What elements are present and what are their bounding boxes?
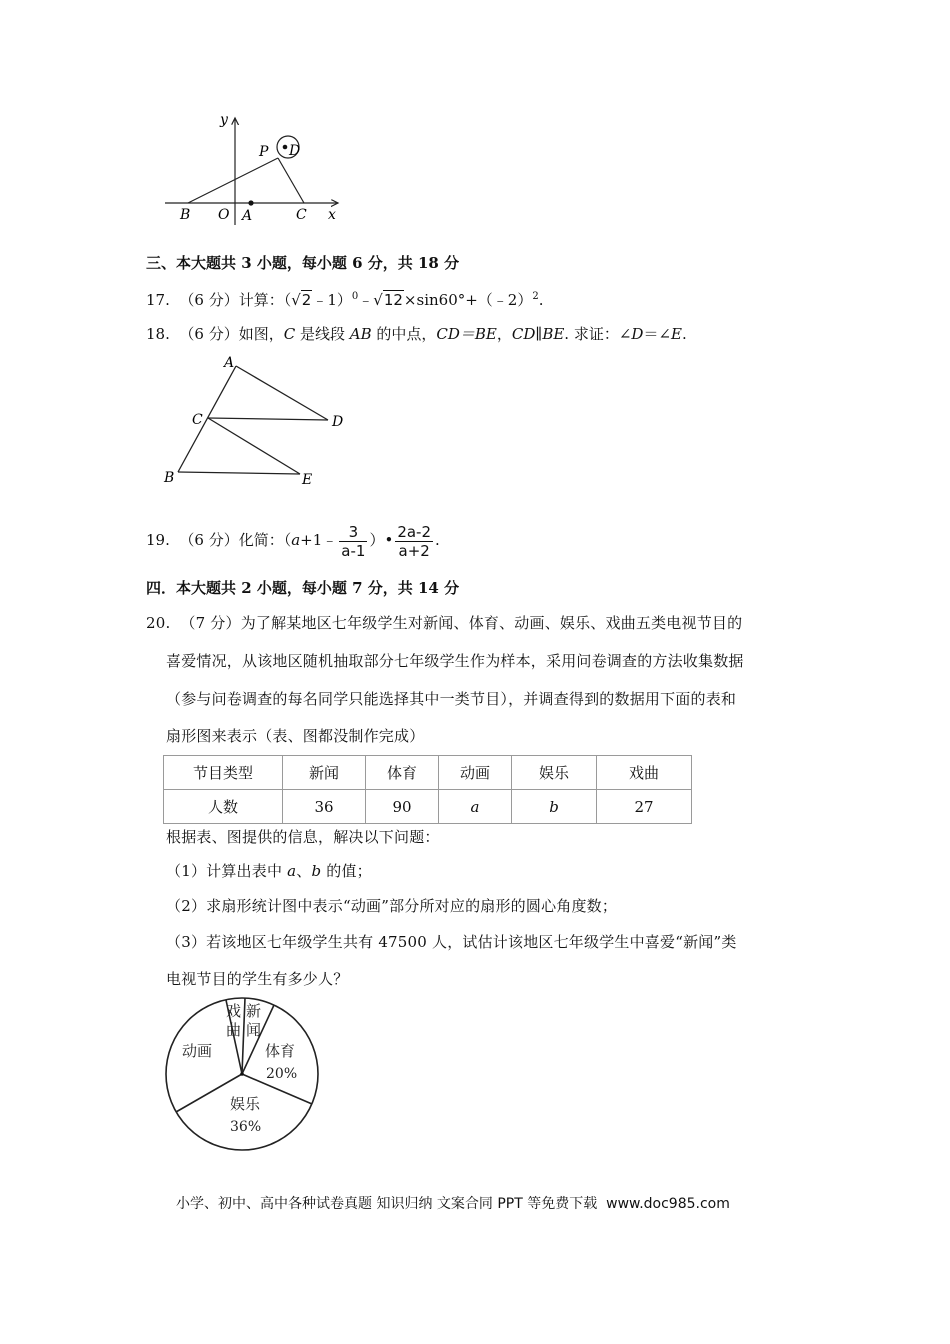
section-4-heading: 四．本大题共 2 小题，每小题 7 分，共 14 分 [146, 579, 460, 597]
label-xiqu-1: 戏 [226, 1002, 242, 1020]
coordinate-figure [160, 110, 350, 230]
question-17 [146, 287, 544, 310]
q20-sub3-line1: （3）若该地区七年级学生共有 47500 人，试估计该地区七年级学生中喜爱“新闻”类 [166, 933, 737, 951]
label-d: D [332, 414, 344, 430]
label-d: D [289, 143, 301, 159]
label-a: A [224, 355, 235, 371]
segment-cd [208, 418, 328, 420]
q17-tail: ×sin60°+（﹣2） [403, 291, 533, 309]
section-3-heading: 三、本大题共 3 小题，每小题 6 分，共 18 分 [146, 254, 460, 272]
label-p: P [259, 144, 269, 160]
q19-end: . [435, 531, 440, 549]
label-c: C [296, 207, 307, 223]
q20-sub3-line2: 电视节目的学生有多少人？ [166, 970, 349, 988]
q20-sub1-b: 、 [296, 862, 312, 880]
triangle-figure [160, 350, 360, 490]
q17-exp2: 2 [532, 291, 539, 302]
table-cell: 动画 [439, 756, 512, 790]
survey-table [163, 755, 692, 824]
q19-mid: ）• [369, 531, 394, 549]
q20-line4: 扇形图来表示（表、图都没制作完成） [166, 727, 425, 745]
table-cell: 新闻 [283, 756, 366, 790]
label-yule-pct: 36% [230, 1119, 262, 1135]
point-a [248, 200, 253, 205]
label-o: O [218, 207, 230, 223]
label-e: E [302, 472, 313, 488]
table-cell: 节目类型 [164, 756, 283, 790]
q19-plus1: +1﹣ [300, 531, 338, 549]
page-footer: 小学、初中、高中各种试卷真题 知识归纳 文案合同 PPT 等免费下载 www.doc985.com [176, 1196, 730, 1212]
segment-be [178, 472, 300, 474]
point-d [283, 145, 288, 150]
q19-var-a: a [291, 531, 301, 549]
q18-var-e: E [671, 325, 682, 343]
label-a: A [242, 208, 253, 224]
table-cell: 90 [366, 790, 439, 824]
q18-t3: . 求证：∠ [564, 325, 632, 343]
table-cell: 36 [283, 790, 366, 824]
table-row [164, 790, 692, 824]
q17-end: . [538, 291, 544, 309]
q20-after-table: 根据表、图提供的信息，解决以下问题： [166, 828, 440, 846]
sqrt-12: √12 [373, 291, 403, 309]
q20-var-a: a [287, 862, 297, 880]
q20-sub2: （2）求扇形统计图中表示“动画”部分所对应的扇形的圆心角度数； [166, 897, 618, 915]
pie-chart [160, 996, 330, 1156]
q20-var-b: b [311, 862, 322, 880]
table-cell: b [512, 790, 597, 824]
segment-ad [236, 366, 328, 420]
q18-var-d: D [631, 325, 644, 343]
label-xiqu-2: 曲 [226, 1021, 242, 1039]
table-cell: 人数 [164, 790, 283, 824]
label-y: y [220, 112, 228, 128]
label-tiyu: 体育 [265, 1042, 296, 1060]
q18-eq: ＝∠ [643, 325, 672, 343]
segment-bp [188, 158, 278, 203]
question-19 [146, 520, 440, 564]
label-b: B [164, 470, 175, 486]
q20-sub1-a: （1）计算出表中 [166, 862, 288, 880]
table-cell: 体育 [366, 756, 439, 790]
sqrt-2: √2 [291, 291, 312, 309]
label-xinwen-1: 新 [246, 1002, 262, 1020]
q18-var-c: C [283, 325, 296, 343]
q20-line1: 20. （7 分）为了解某地区七年级学生对新闻、体育、动画、娱乐、戏曲五类电视节目的 [146, 614, 743, 632]
label-b: B [180, 207, 191, 223]
q18-t1: 是线段 [295, 325, 350, 343]
q17-exp0: 0 [351, 291, 359, 302]
table-header-row [164, 756, 692, 790]
q20-line3: （参与问卷调查的每名同学只能选择其中一类节目），并调查得到的数据用下面的表和 [166, 690, 737, 708]
segment-ce [208, 418, 300, 474]
q20-line2: 喜爱情况，从该地区随机抽取部分七年级学生作为样本，采用问卷调查的方法收集数据 [166, 652, 744, 670]
label-c: C [192, 412, 203, 428]
segment-pc [278, 158, 304, 203]
label-x: x [328, 207, 336, 223]
q17-mid2: ﹣ [358, 291, 374, 309]
q18-prefix: 18. （6 分）如图， [146, 325, 284, 343]
pie-divider-xiqu-xinwen [242, 998, 245, 1074]
q17-mid1: ﹣1） [312, 291, 352, 309]
q20-sub1-c: 的值； [321, 862, 372, 880]
q18-var-ab: AB [349, 325, 372, 343]
pie-center [240, 1072, 244, 1076]
label-tiyu-pct: 20% [266, 1066, 298, 1082]
fraction-3-over-a-minus-1: $\frac{3}{a-1}$ [341, 522, 366, 560]
table-cell: 戏曲 [597, 756, 692, 790]
q18-end: . [681, 325, 687, 343]
q20-sub1 [166, 861, 372, 881]
q18-cd-par-be: CD∥BE [511, 325, 565, 343]
label-xinwen-2: 闻 [246, 1021, 262, 1039]
table-cell: 27 [597, 790, 692, 824]
table-cell: 娱乐 [512, 756, 597, 790]
q18-comma: ， [496, 325, 512, 343]
label-donghua: 动画 [182, 1042, 213, 1060]
table-cell: a [439, 790, 512, 824]
q18-cd-eq-be: CD＝BE [436, 325, 497, 343]
q17-prefix: 17. （6 分）计算：（ [146, 291, 292, 309]
q18-t2: 的中点， [371, 325, 437, 343]
label-yule: 娱乐 [230, 1095, 261, 1113]
segment-ab [178, 366, 236, 472]
fraction-2a-2-over-a-plus-2: $\frac{2a-2}{a+2}$ [397, 522, 432, 560]
question-18 [146, 324, 687, 344]
q19-prefix: 19. （6 分）化简：（ [146, 531, 292, 549]
